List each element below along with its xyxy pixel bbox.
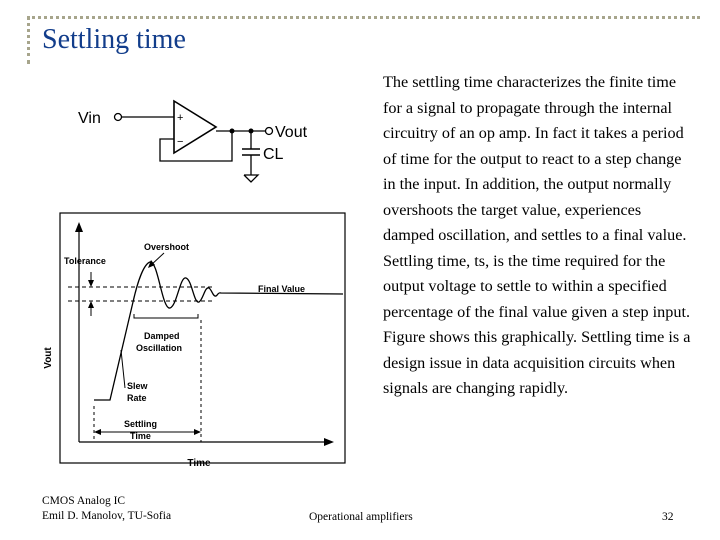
tolerance-label: Tolerance xyxy=(64,256,106,266)
page-number: 32 xyxy=(662,511,674,523)
ground-symbol xyxy=(244,175,258,182)
op-amp-circuit-diagram xyxy=(60,95,330,195)
plus-input-sign: + xyxy=(177,112,184,124)
minus-input-sign: − xyxy=(177,136,184,148)
slide-title: Settling time xyxy=(42,24,186,55)
vin-label: Vin xyxy=(78,110,101,127)
y-axis-label: Vout xyxy=(43,347,54,369)
settling-label-2: Time xyxy=(130,431,151,441)
footer-author: Emil D. Manolov, TU-Sofia xyxy=(42,510,172,522)
damped-label-1: Damped xyxy=(144,331,180,341)
vout-label: Vout xyxy=(275,124,308,141)
body-paragraph: The settling time characterizes the finite time for a signal to propagate through the internal circuitry of an op amp. In fact it takes a period of time for the output to react to a step change in the input. In addition, the output normally overshoots the target value, experiences damped oscillation, and settles to a final value. Settling time, ts, is the time required for the output voltage to settle to within a specified percentage of the final value given a step input. Figure shows this graphically. Settling time is a design issue in data acquisition circuits when signals are changing rapidly. xyxy=(383,73,691,397)
slew-label-1: Slew xyxy=(127,381,148,391)
x-axis-label: Time xyxy=(187,458,211,469)
footer-topic: Operational amplifiers xyxy=(309,511,413,523)
settling-time-figure xyxy=(38,210,358,472)
final-value-label: Final Value xyxy=(258,284,306,294)
slew-label-2: Rate xyxy=(127,393,147,403)
damped-label-2: Oscillation xyxy=(136,343,183,353)
overshoot-label: Overshoot xyxy=(144,242,190,252)
vout-terminal xyxy=(266,128,273,135)
footer-left xyxy=(42,494,171,524)
corner-decoration-horizontal xyxy=(27,16,700,19)
figure-frame xyxy=(60,213,345,463)
corner-decoration-vertical xyxy=(27,16,30,64)
footer-course: CMOS Analog IC xyxy=(42,495,126,507)
cl-label: CL xyxy=(263,146,284,163)
settling-label-1: Settling xyxy=(124,419,157,429)
vin-terminal xyxy=(115,114,122,121)
